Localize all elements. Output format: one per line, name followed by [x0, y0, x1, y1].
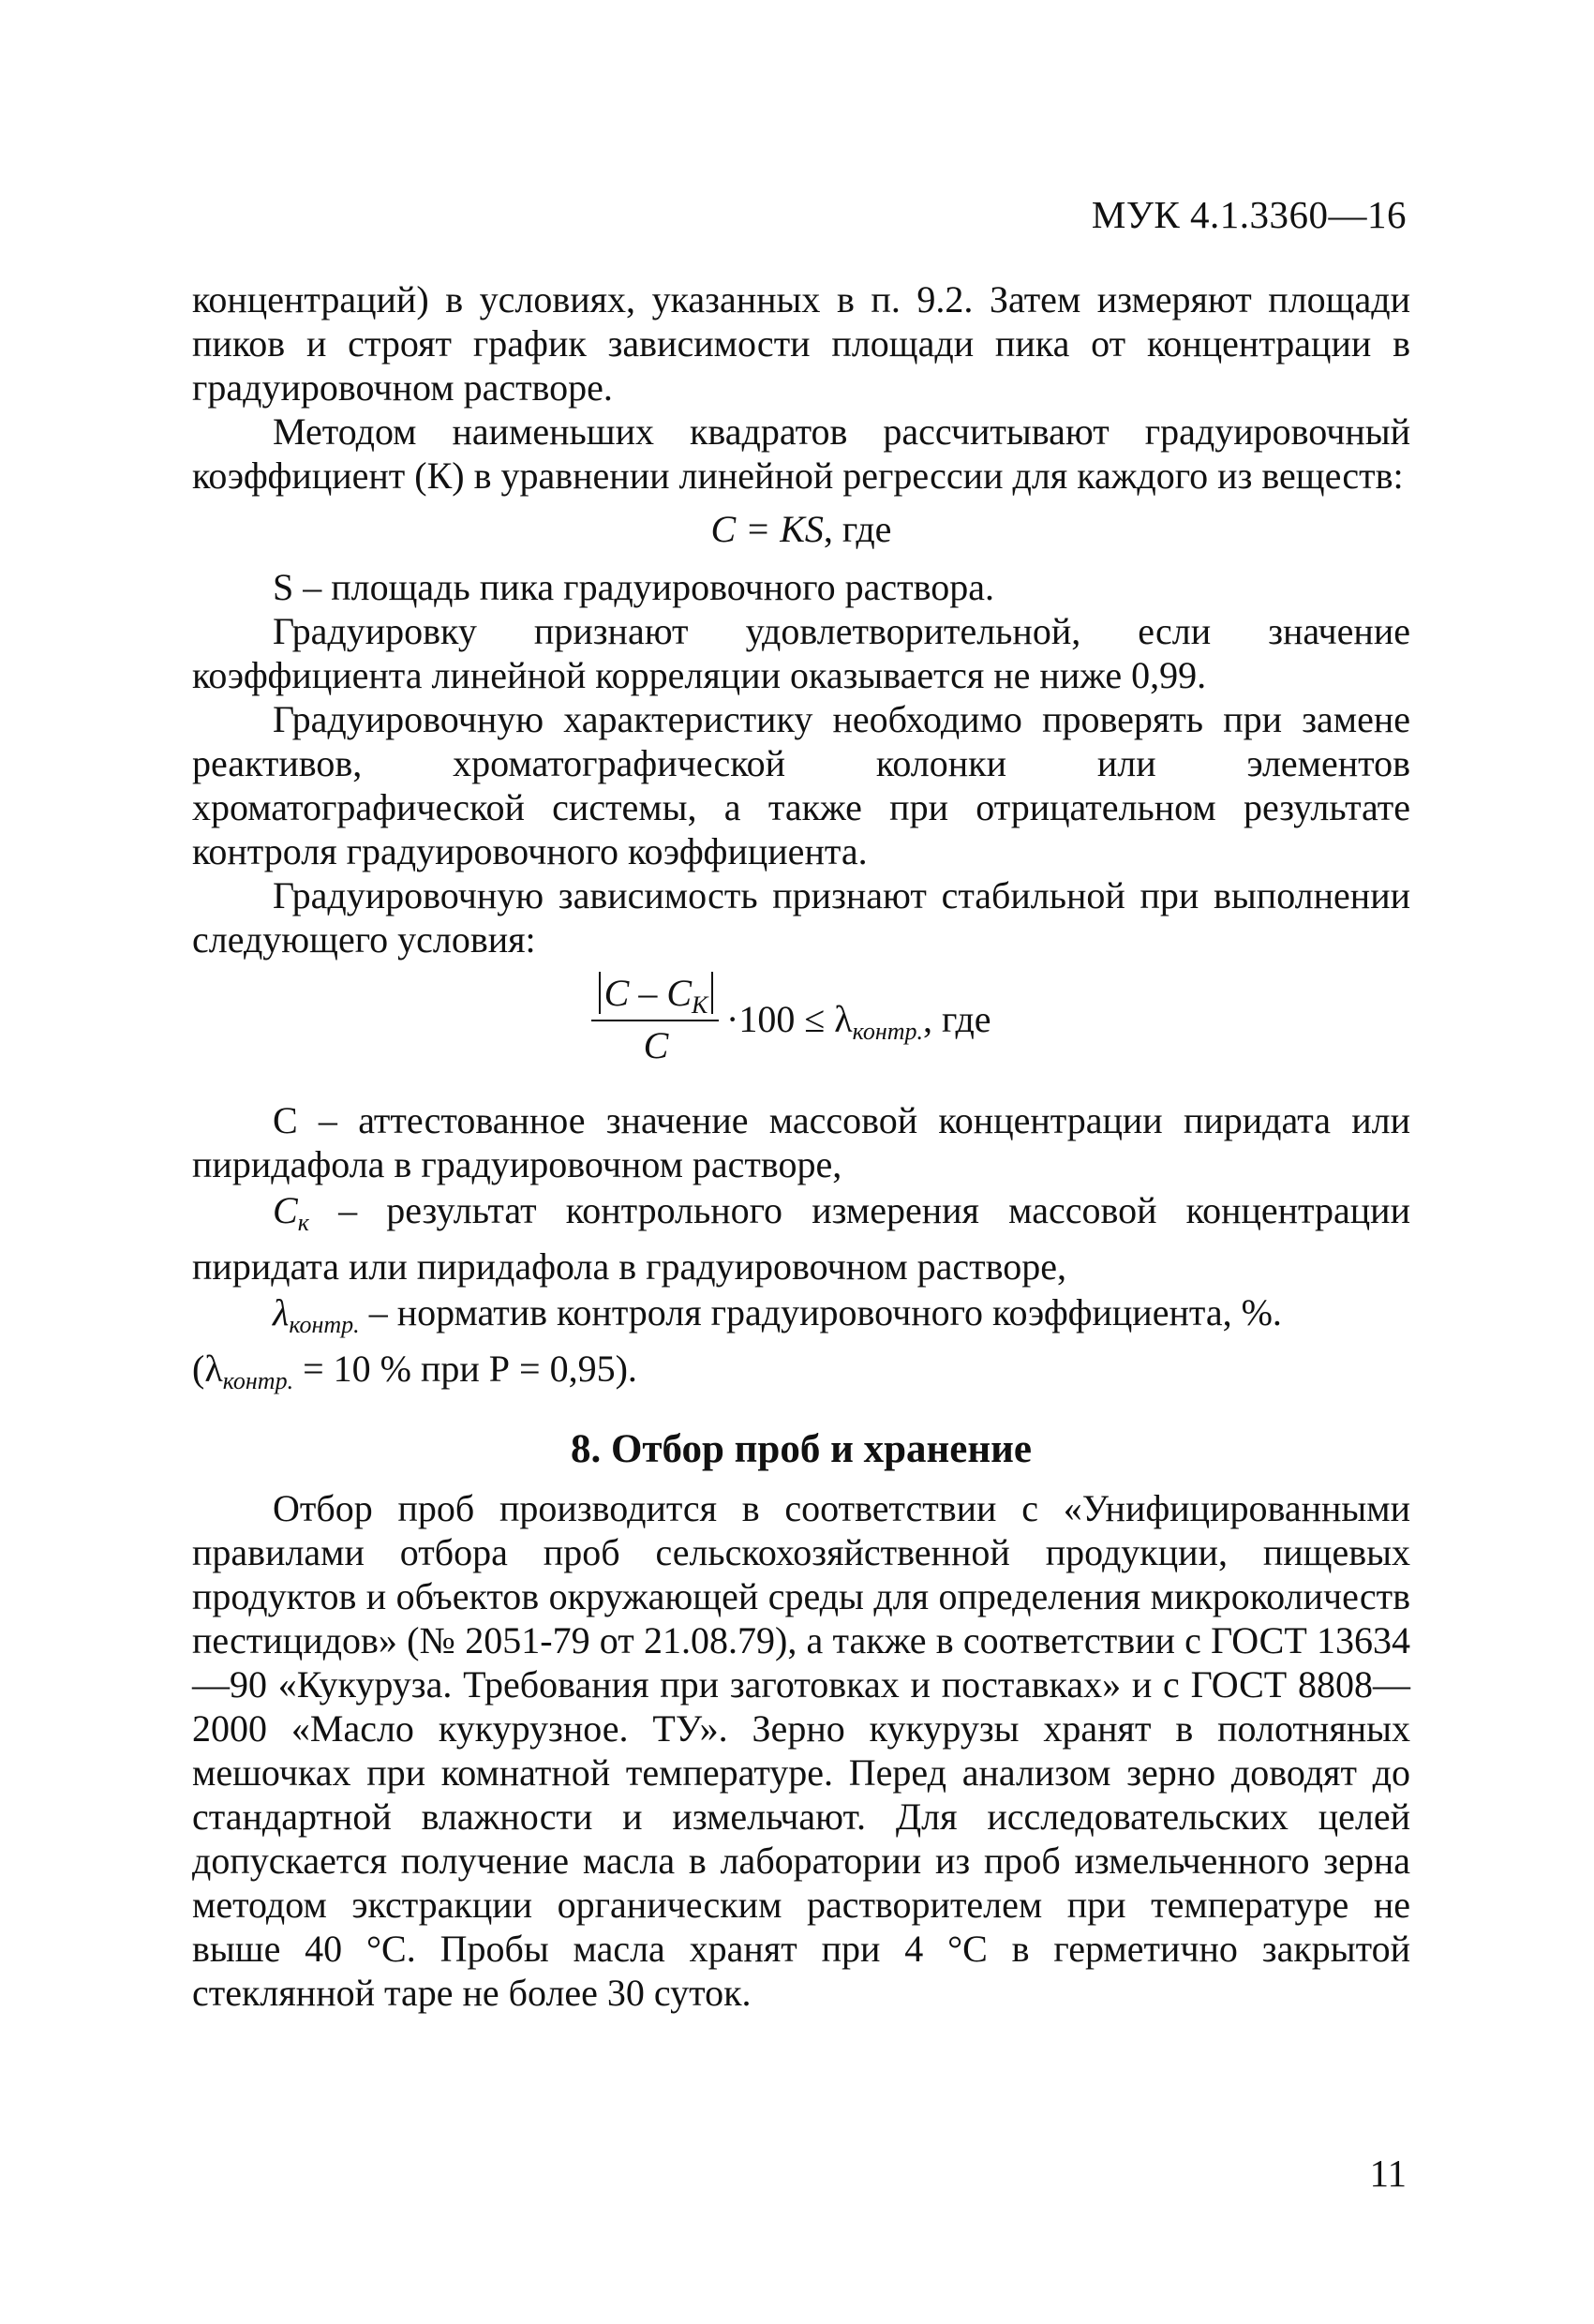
paragraph-peak-area-definition: S – площадь пика градуировочного раствора. [273, 566, 994, 608]
formula-regression-expression: C = KS [710, 508, 824, 550]
paragraph-calibration-continued: концентраций) в условиях, указанных в п. 9.2. Затем измеряют площади пиков и строят график зависимости площади пика от концентрации в градуировочном растворе. [192, 278, 1410, 409]
formula-regression-tail: , где [823, 508, 892, 550]
paragraph-sampling: Отбор проб производится в соответствии с «Унифицированными правилами отбора проб сельскохозяйственной продукции, пищевых продуктов и объектов окружающей среды для определения микроколичеств пестицидов» (№ 2051-79 от 21.08.79), а также в соответствии с ГОСТ 13634—90 «Кукуруза. Требования при заготовках и поставках» и с ГОСТ 8808—2000 «Масло кукурузное. ТУ». Зерно кукурузы хранят в полотняных мешочках при комнатной температуре. Перед анализом зерно доводят до стандартной влажности и измельчают. Для исследовательских целей допускается получение масла в лаборатории из проб измельченного зерна методом экстракции органическим растворителем при температуре не выше 40 °С. Пробы масла хранят при 4 °С в герметично закрытой стеклянной таре не более 30 суток. [192, 1487, 1410, 2014]
paragraph-calibration-acceptance: Градуировку признают удовлетворительной, если значение коэффициента линейной корреляции оказывается не ниже 0,99. [192, 610, 1410, 696]
formula-stability [192, 965, 1410, 1089]
definition-c: C – аттестованное значение массовой концентрации пиридата или пиридафола в градуировочном растворе, [192, 1099, 1410, 1185]
formula-fraction [586, 965, 1110, 1089]
page-number: 11 [1369, 2152, 1407, 2195]
formula-denominator: C [643, 1024, 669, 1066]
fraction-line [591, 1020, 719, 1021]
paragraph-calibration-check: Градуировочную характеристику необходимо проверять при замене реактивов, хроматографической колонки или элементов хроматографической системы, а также при отрицательном результате контроля градуировочного коэффициента. [192, 698, 1410, 872]
formula-inequality: $\cdot 100 \le \lambda_{контр.}$, где [726, 998, 991, 1045]
section-heading-sampling: 8. Отбор проб и хранение [570, 1427, 1033, 1471]
formula-regression [192, 507, 1410, 554]
formula-numerator: C – $C_K$ [586, 971, 726, 1027]
paragraph-least-squares: Методом наименьших квадратов рассчитывают градуировочный коэффициент (К) в уравнении линейной регрессии для каждого из веществ: [192, 410, 1410, 497]
definition-ck: $C_к$ – результат контрольного измерения массовой концентрации пиридата или пиридафола в градуировочном растворе, [192, 1189, 1410, 1288]
definition-lambda: $\lambda_{контр.}$ – норматив контроля градуировочного коэффициента, %. [273, 1291, 1282, 1338]
paragraph-stability-condition: Градуировочную зависимость признают стабильной при выполнении следующего условия: [192, 874, 1410, 961]
document-code: МУК 4.1.3360—16 [1091, 193, 1407, 236]
document-body [192, 277, 1410, 2015]
definition-lambda-value: ($\lambda_{контр.} = 10$ % при Р = 0,95). [192, 1348, 637, 1394]
